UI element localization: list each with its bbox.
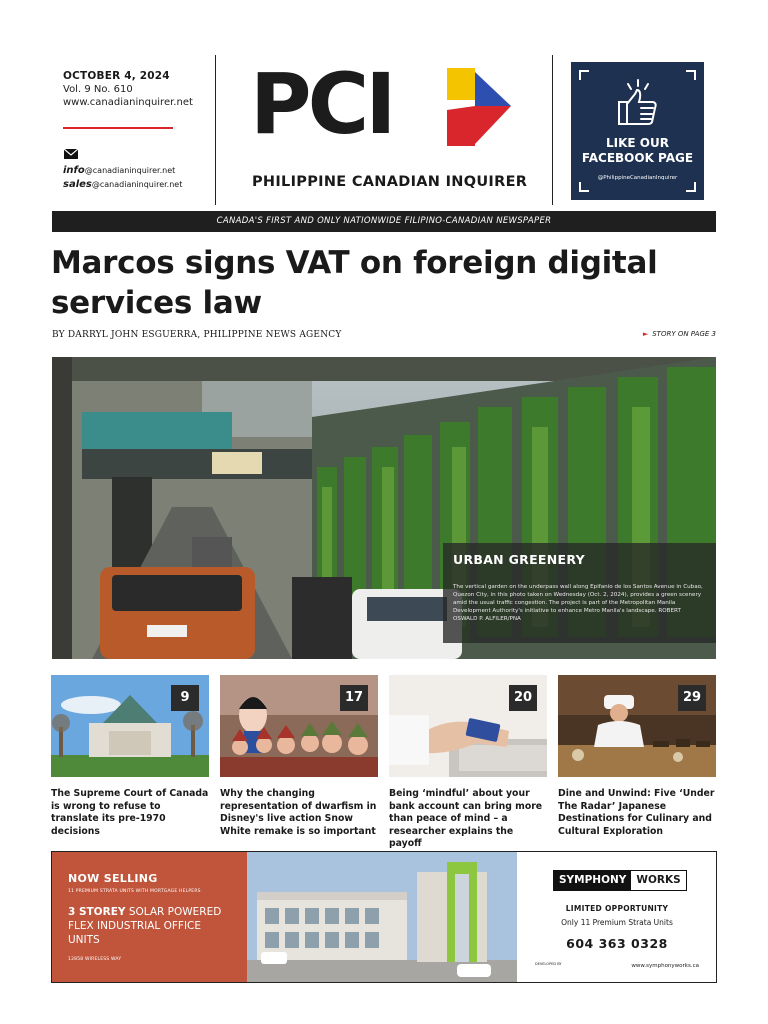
lead-byline: BY DARRYL JOHN ESGUERRA, PHILIPPINE NEWS AGENCY bbox=[52, 330, 342, 340]
tile-headline: Being ‘mindful’ about your bank account can bring more than peace of mind – a researcher explains the payoff bbox=[389, 788, 543, 849]
logo-subtitle: PHILIPPINE CANADIAN INQUIRER bbox=[252, 174, 528, 190]
story-tile-bank-account[interactable] bbox=[389, 675, 547, 851]
ad-headline: 3 STOREY SOLAR POWERED FLEX INDUSTRIAL OFFICE UNITS bbox=[68, 906, 222, 946]
ad-building-render bbox=[247, 852, 517, 982]
tile-headline: The Supreme Court of Canada is wrong to refuse to translate its pre-1970 decisions bbox=[51, 788, 209, 837]
issue-volume: Vol. 9 No. 610 bbox=[63, 84, 133, 95]
ad-contact-panel bbox=[517, 852, 717, 982]
photo-credit: ROBERT OSWALD P. ALFILER/PNA bbox=[453, 608, 681, 622]
red-divider bbox=[63, 127, 173, 129]
ad-units-line: 11 PREMIUM STRATA UNITS WITH MORTGAGE HELPERS bbox=[68, 889, 201, 894]
page-number-badge: 17 bbox=[340, 685, 368, 711]
symphony-works-ad[interactable] bbox=[51, 851, 717, 983]
lead-headline[interactable]: Marcos signs VAT on foreign digital services law bbox=[51, 245, 658, 321]
frame-corner bbox=[686, 70, 696, 80]
issue-info bbox=[63, 70, 211, 108]
frame-corner bbox=[579, 182, 589, 192]
tile-thumbnail bbox=[51, 675, 209, 777]
info-email[interactable]: info@canadianinquirer.net bbox=[63, 165, 176, 176]
ad-offer-panel bbox=[52, 852, 247, 982]
logo-wordmark: PCI bbox=[250, 55, 393, 153]
issue-date: OCTOBER 4, 2024 bbox=[63, 70, 170, 82]
symphony-works-logo: SYMPHONY WORKS bbox=[553, 870, 687, 891]
story-page-ref[interactable]: ► STORY ON PAGE 3 bbox=[642, 330, 716, 338]
page-number-badge: 9 bbox=[171, 685, 199, 711]
ad-phone[interactable]: 604 363 0328 bbox=[566, 936, 668, 951]
frame-corner bbox=[686, 182, 696, 192]
facebook-promo[interactable] bbox=[571, 62, 704, 200]
ad-limited: LIMITED OPPORTUNITY bbox=[565, 904, 669, 913]
story-tile-snow-white[interactable] bbox=[220, 675, 378, 838]
pci-logo[interactable] bbox=[250, 55, 528, 202]
photo-caption bbox=[443, 543, 716, 643]
frame-corner bbox=[579, 70, 589, 80]
mail-icon bbox=[64, 149, 78, 159]
ad-developed-by: DEVELOPED BY bbox=[535, 962, 562, 966]
facebook-handle: @PhilippineCanadianInquirer bbox=[597, 175, 678, 181]
ad-url[interactable]: www.symphonyworks.ca bbox=[631, 963, 699, 969]
building-render-image bbox=[247, 852, 517, 982]
ad-address: 12858 WIRELESS WAY bbox=[68, 957, 122, 962]
masthead-divider-right bbox=[552, 55, 553, 205]
website-link[interactable]: www.canadianinquirer.net bbox=[63, 97, 193, 108]
tile-headline: Dine and Unwind: Five ‘Under The Radar’ Japanese Destinations for Culinary and Cultural Exploration bbox=[558, 788, 715, 837]
caption-title: URBAN GREENERY bbox=[453, 552, 585, 567]
tile-thumbnail bbox=[389, 675, 547, 777]
thumbs-up-icon bbox=[615, 78, 661, 130]
contact-emails bbox=[63, 164, 182, 192]
facebook-promo-text: LIKE OUR FACEBOOK PAGE bbox=[581, 136, 694, 165]
tile-headline: Why the changing representation of dwarfism in Disney's live action Snow White remake is so important bbox=[220, 788, 377, 837]
arrow-right-icon: ► bbox=[642, 330, 649, 338]
page-number-badge: 20 bbox=[509, 685, 537, 711]
flag-triangles-icon bbox=[445, 66, 515, 148]
tile-thumbnail bbox=[220, 675, 378, 777]
page-number-badge: 29 bbox=[678, 685, 706, 711]
masthead-divider-left bbox=[215, 55, 216, 205]
ad-only-units: Only 11 Premium Strata Units bbox=[561, 918, 673, 927]
ad-now-selling: NOW SELLING bbox=[68, 872, 158, 885]
sales-email[interactable]: sales@canadianinquirer.net bbox=[63, 179, 183, 190]
tile-thumbnail bbox=[558, 675, 716, 777]
caption-text: The vertical garden on the underpass wall along Epifanio de los Santos Avenue in Cubao, Quezon City, in this photo taken on Wednesday (Oct. 2, 2024), provides a green scenery amid the usual traffic congestion. The project is part of the Metropolitan Manila Development Authority's initiative to enhance Metro Manila's landscape. ROBERT OSWALD P. ALFILER/PNA bbox=[453, 584, 703, 622]
story-tile-japan[interactable] bbox=[558, 675, 716, 838]
story-tile-supreme-court[interactable] bbox=[51, 675, 209, 838]
lead-photo[interactable] bbox=[52, 357, 716, 659]
tagline-bar: CANADA'S FIRST AND ONLY NATIONWIDE FILIPINO-CANADIAN NEWSPAPER bbox=[52, 211, 716, 232]
